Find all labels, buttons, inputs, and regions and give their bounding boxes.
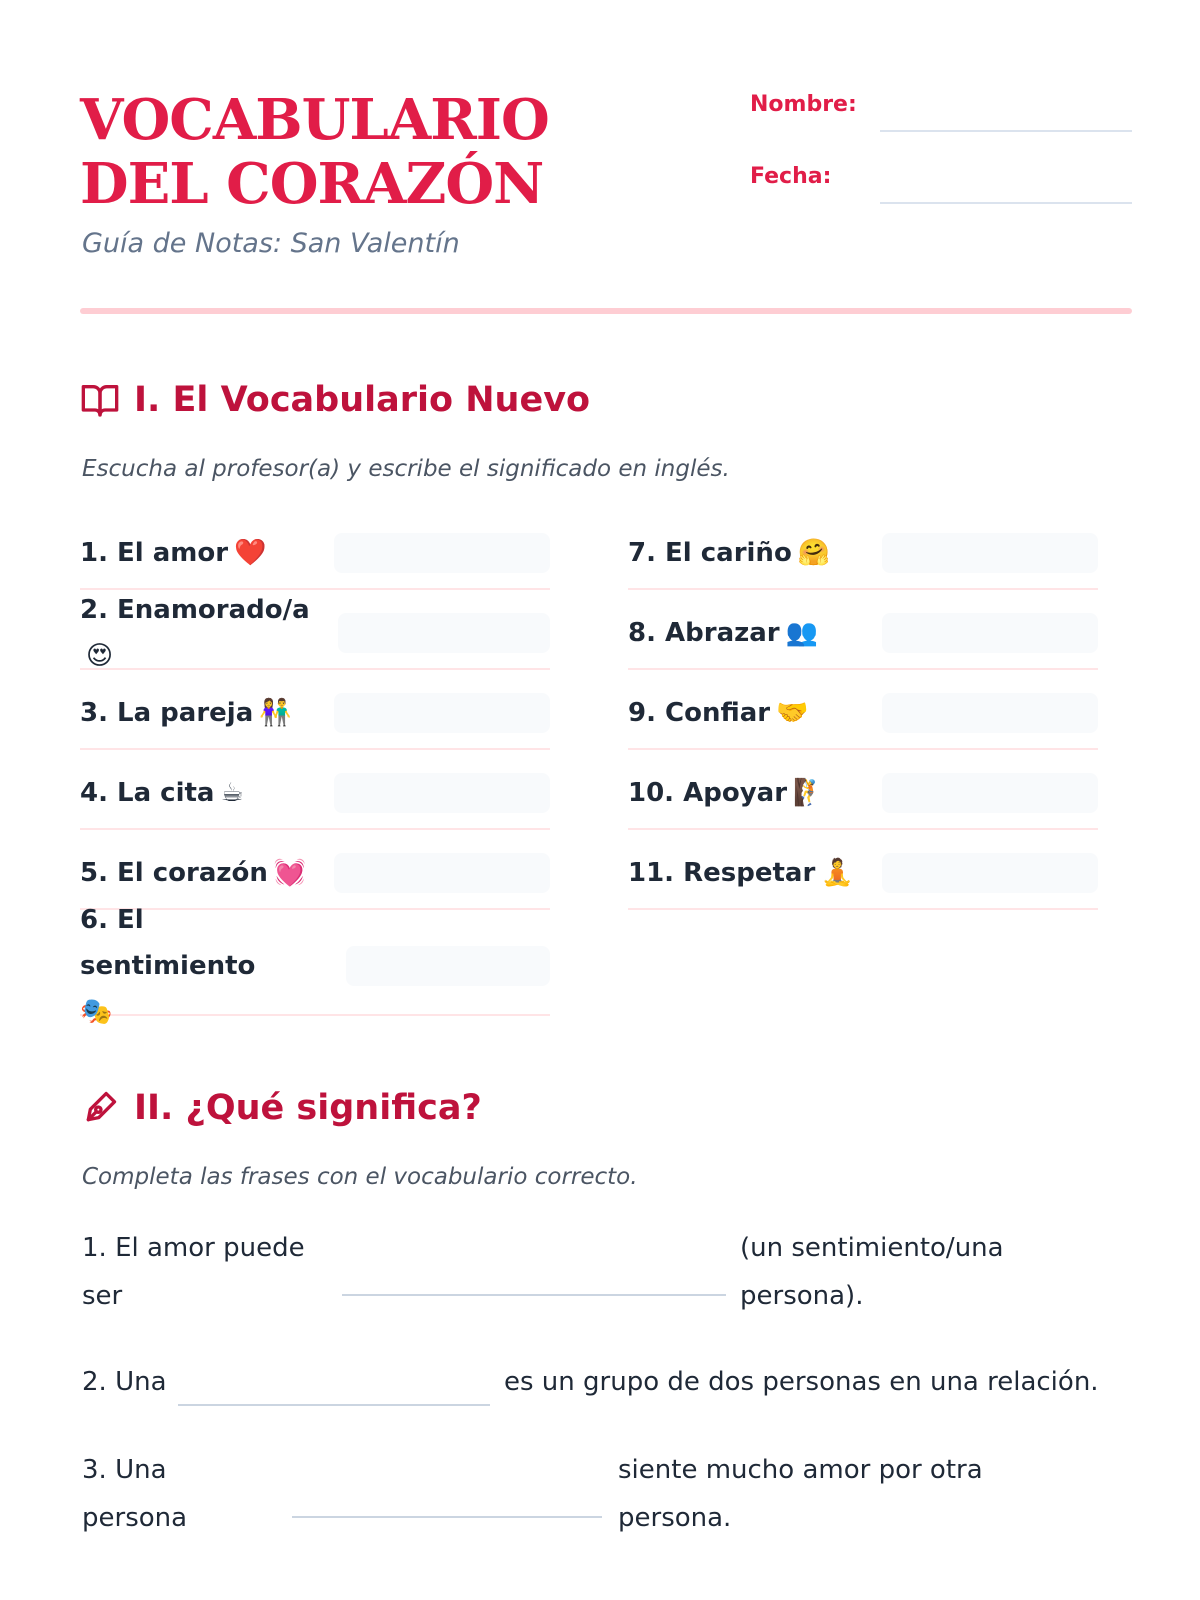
answer-box[interactable] <box>882 533 1098 573</box>
answer-box[interactable] <box>882 613 1098 653</box>
sentence-3-start: 3. Una persona <box>82 1455 188 1533</box>
climber-emoji-icon: 🧗 <box>793 778 826 808</box>
section2-instruction: Completa las frases con el vocabulario correcto. <box>82 1164 638 1190</box>
date-label: Fecha: <box>750 164 832 189</box>
beating-heart-emoji-icon: 💓 <box>273 858 307 888</box>
meditation-emoji-icon: 🧘 <box>821 858 854 888</box>
vocab-term: 11. Respetar 🧘 <box>628 858 854 888</box>
header-divider <box>80 308 1132 314</box>
section1-title: I. El Vocabulario Nuevo <box>134 380 591 420</box>
answer-box[interactable] <box>346 946 550 986</box>
people-hugging-emoji-icon: 👥 <box>785 618 818 648</box>
answer-box[interactable] <box>334 773 550 813</box>
vocab-row <box>80 518 550 590</box>
vocab-row <box>628 678 1098 750</box>
vocab-row <box>80 758 550 830</box>
vocab-row <box>628 598 1098 670</box>
section1-heading <box>80 380 590 420</box>
answer-box[interactable] <box>334 693 550 733</box>
sentence-3-end: siente mucho amor por otra persona. <box>618 1455 983 1533</box>
hugging-face-emoji-icon: 🤗 <box>797 538 831 568</box>
vocab-term: 7. El cariño 🤗 <box>628 538 831 568</box>
sentence-2-blank[interactable] <box>178 1404 490 1406</box>
heart-emoji-icon: ❤️ <box>234 538 267 568</box>
vocab-term: 1. El amor ❤️ <box>80 538 267 568</box>
page-subtitle: Guía de Notas: San Valentín <box>82 228 460 259</box>
coffee-emoji-icon: ☕ <box>220 778 244 808</box>
heart-eyes-emoji-icon: 😍 <box>86 641 114 671</box>
answer-box[interactable] <box>334 853 550 893</box>
section1-instruction: Escucha al profesor(a) y escribe el significado en inglés. <box>82 456 730 482</box>
answer-box[interactable] <box>882 773 1098 813</box>
vocab-term: 4. La cita ☕ <box>80 778 244 808</box>
vocab-term: 9. Confiar 🤝 <box>628 698 809 728</box>
name-label: Nombre: <box>750 92 857 117</box>
name-field-line[interactable] <box>880 130 1132 132</box>
vocab-row <box>628 838 1098 910</box>
vocab-term: 5. El corazón 💓 <box>80 858 307 888</box>
answer-box[interactable] <box>338 613 550 653</box>
vocab-term: 2. Enamorado/a😍 <box>80 595 310 671</box>
date-field-line[interactable] <box>880 202 1132 204</box>
answer-box[interactable] <box>882 693 1098 733</box>
sentence-2-start: 2. Una <box>82 1367 167 1397</box>
vocab-term: 3. La pareja 👫 <box>80 698 292 728</box>
vocab-term: 10. Apoyar 🧗 <box>628 778 826 808</box>
sentence-1-start: 1. El amor puede ser <box>82 1233 305 1311</box>
page-title: VOCABULARIO DEL CORAZÓN <box>80 87 549 217</box>
theater-masks-emoji-icon: 🎭 <box>80 997 113 1027</box>
vocab-row <box>628 518 1098 590</box>
pen-nib-icon <box>80 1088 120 1128</box>
section2-title: II. ¿Qué significa? <box>134 1088 482 1128</box>
handshake-emoji-icon: 🤝 <box>776 698 809 728</box>
vocab-row <box>80 678 550 750</box>
vocab-row <box>80 595 550 671</box>
vocab-row <box>628 758 1098 830</box>
vocab-row <box>80 905 550 1027</box>
vocab-term: 8. Abrazar 👥 <box>628 618 818 648</box>
sentence-1-blank[interactable] <box>342 1294 726 1296</box>
answer-box[interactable] <box>882 853 1098 893</box>
sentence-3-blank[interactable] <box>292 1516 602 1518</box>
couple-emoji-icon: 👫 <box>259 698 292 728</box>
vocab-term: 6. El sentimiento 🎭 <box>80 905 256 1027</box>
section2-heading <box>80 1088 482 1128</box>
sentence-1-end: (un sentimiento/una persona). <box>740 1233 1004 1311</box>
answer-box[interactable] <box>334 533 550 573</box>
sentence-2-end: es un grupo de dos personas en una relación. <box>504 1367 1099 1397</box>
open-book-icon <box>80 380 120 420</box>
